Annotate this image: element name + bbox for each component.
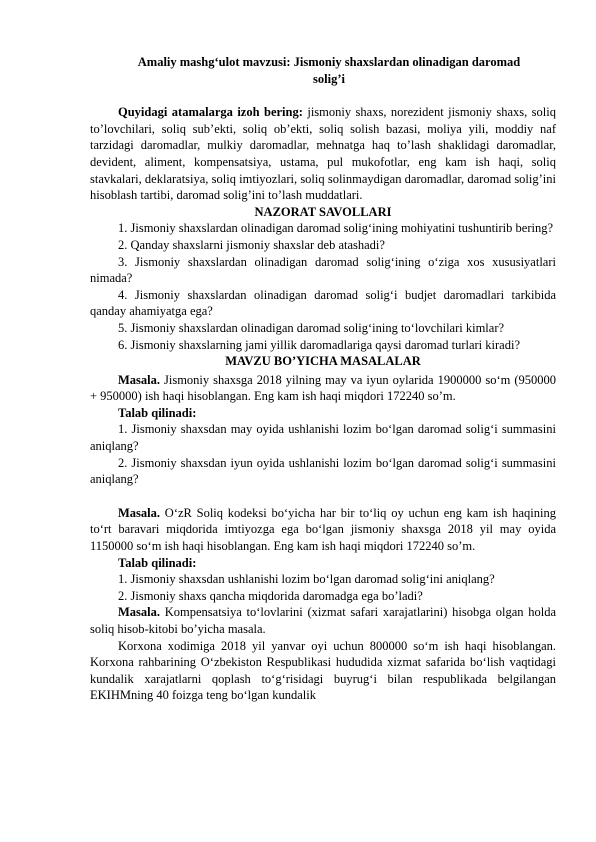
task-3-lead: Masala. xyxy=(118,605,161,620)
question-item: 2. Qanday shaxslarni jismoniy shaxslar deb atashadi? xyxy=(118,237,385,252)
question-item: 6. Jismoniy shaxslarning jami yillik daromadlariga qaysi daromad turlari kiradi? xyxy=(118,337,520,352)
task-1-paragraph xyxy=(90,372,556,405)
task-3-paragraph xyxy=(90,604,556,637)
question-item: 4. Jismoniy shaxslardan olinadigan daromad solig‘i budjet daromadlari tarkibida qanday ahamiyatga ega? xyxy=(90,287,556,319)
task-2-item: 1. Jismoniy shaxsdan ushlanishi lozim bo‘lgan daromad solig‘ini aniqlang? xyxy=(118,572,495,587)
task-3-body: Korxona xodimiga 2018 yil yanvar oyi uchun 800000 so‘m ish haqi hisoblangan. Korxona rahbarining O‘zbekiston Respublikasi hududida xizmat safarida bo‘lish vaqtidagi kundalik xarajatlarni qoplash to‘g‘risidagi buyrug‘i bilan respublikada belgilangan EKIHMning 40 foizga teng bo‘lgan kundalik xyxy=(90,638,556,703)
control-heading: NAZORAT SAVOLLARI xyxy=(254,204,392,219)
task-2-item: 2. Jismoniy shaxs qancha miqdorida daromadga ega bo’ladi? xyxy=(118,588,423,603)
task-1-item: 2. Jismoniy shaxsdan iyun oyida ushlanishi lozim bo‘lgan daromad solig‘i summasini aniqlang? xyxy=(90,455,556,487)
task-1-text: Jismoniy shaxsga 2018 yilning may va iyun oylarida 1900000 so‘m (950000 + 950000) ish haqi hisoblangan. Eng kam ish haqi miqdori 172240 so’m. xyxy=(90,372,556,404)
question-item: 5. Jismoniy shaxslardan olinadigan daromad solig‘ining to‘lovchilari kimlar? xyxy=(118,320,505,335)
terms-text: jismoniy shaxs, norezident jismoniy shaxs, soliq to’lovchilari, soliq sub’ekti, soliq ob’ekti, soliq solish bazasi, moliya yili, moddiy naf tarzidagi daromadlar, mulkiy daromadlar, mehnatga haq to’lash shaklidagi daromadlar, devident, aliment, kompensatsiya, ustama, pul mukofotlar, eng kam ish haqi, soliq stavkalari, deklaratsiya, soliq imtiyozlari, soliq solinmaydigan daromadlar, daromad solig’ini hisoblash tartibi, daromad solig’ini to’lash muddatlari. xyxy=(90,105,556,203)
task-3-text: Kompensatsiya to‘lovlarini (xizmat safari xarajatlarini) hisobga olgan holda soliq hisob-kitobi bo’yicha masala. xyxy=(90,605,556,636)
page-title xyxy=(90,54,556,87)
title-line-1: Amaliy mashg‘ulot mavzusi: Jismoniy shaxslardan olinadigan daromad xyxy=(137,55,521,69)
document-page xyxy=(90,54,556,704)
task-1-lead: Masala. xyxy=(118,372,161,387)
question-item: 1. Jismoniy shaxslardan olinadigan daromad solig‘ining mohiyatini tushuntirib bering? xyxy=(118,221,554,236)
question-item: 3. Jismoniy shaxslardan olinadigan daromad solig‘ining o‘ziga xos xususiyatlari nimada? xyxy=(90,254,556,286)
task-2-text: O‘zR Soliq kodeksi bo‘yicha har bir to‘liq oy uchun eng kam ish haqining to‘rt baravari miqdorida imtiyozga ega bo‘lgan jismoniy shaxsga 2018 yil may oyida 1150000 so‘m ish haqi hisoblangan. Eng kam ish haqi miqdori 172240 so’m. xyxy=(90,505,556,554)
task-2-paragraph xyxy=(90,505,556,555)
terms-paragraph xyxy=(90,104,556,204)
tasks-heading: MAVZU BO’YICHA MASALALAR xyxy=(225,354,421,369)
task-2-requirement xyxy=(90,555,556,572)
title-line-2: solig’i xyxy=(313,71,345,86)
task-2-lead: Masala. xyxy=(118,505,161,520)
task-2-req-label: Talab qilinadi: xyxy=(118,555,197,570)
task-1-requirement xyxy=(90,405,556,422)
task-1-item: 1. Jismoniy shaxsdan may oyida ushlanishi lozim bo‘lgan daromad solig‘i summasini aniqlang? xyxy=(90,422,556,454)
terms-lead: Quyidagi atamalarga izoh bering: xyxy=(118,105,303,120)
task-1-req-label: Talab qilinadi: xyxy=(118,405,197,420)
